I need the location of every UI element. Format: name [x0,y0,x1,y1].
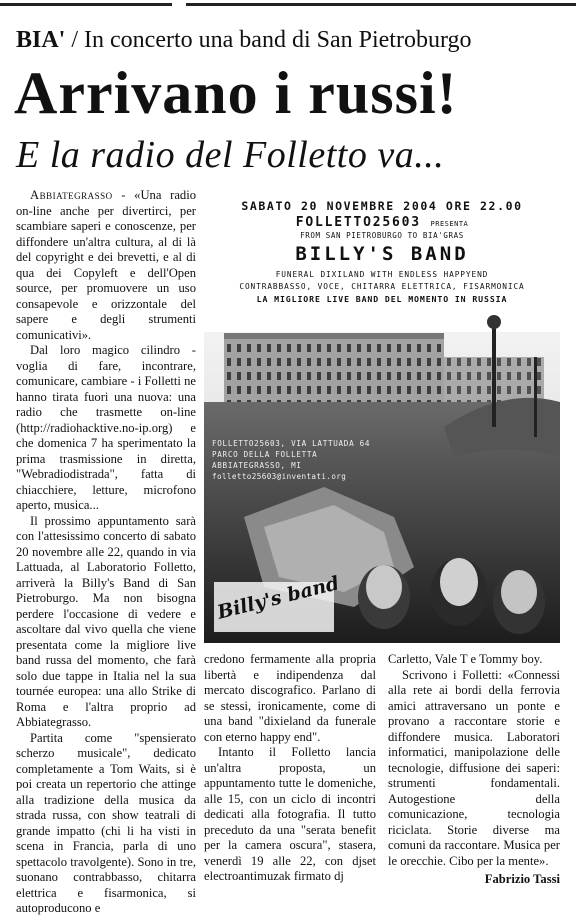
paragraph: Carletto, Vale T e Tommy boy. [388,652,543,666]
poster-venue [204,215,560,230]
poster-photo [204,187,560,643]
poster-desc-1: FUNERAL DIXILAND WITH ENDLESS HAPPYEND [275,270,489,279]
top-rule-right [186,3,576,6]
subhead: E la radio del Folletto va... [16,134,445,176]
poster-address-3: ABBIATEGRASSO, MI [212,461,302,470]
poster-from-line: FROM SAN PIETROBURGO TO BIA'GRAS [300,231,464,240]
poster-address-2: PARCO DELLA FOLLETTA [212,450,318,459]
poster-presenta: PRESENTA [430,220,469,228]
poster-date: SABATO 20 NOVEMBRE 2004 ORE 22.00 [241,199,523,213]
kicker-location: BIA' [16,27,66,53]
headline: Arrivano i russi! [14,60,458,126]
paragraph: Dal loro magico cilindro - voglia di fare, incontrare, comunicare, cambiare - i Folletti ne hanno tirata fuori una nuova: una radio che trasmette on-line (http://radiohacktive.no-ip.org) e che domenica 7 ha sperimentato la prima trasmissione in diretta, "Webradiodistrada", fatta di chiacchiere, letture, microfono aperto, musica... [16,343,196,512]
column-1 [16,188,196,917]
dateline: Abbiategrasso [30,188,113,202]
kicker-text: / In concerto una band di San Pietroburgo [65,27,472,53]
billys-band-logo: Billy's band [215,572,342,624]
paragraph: Partita come "spensierato scherzo musicale", dedicato completamente a Tom Waits, si è poi creata un repertorio che attinge alla tradizione della musica da strada russa, con show teatrali di grande impatto (chi li ha visti in scena in Francia, parla di uno spettacolo travolgente). Sono in tre, suonano contrabbasso, chitarra elettrica e fisarmonica, si autoproducono e [16,730,196,915]
paragraph [16,188,196,343]
kicker [16,26,472,54]
column-2 [204,652,376,885]
paragraph: Il prossimo appuntamento sarà con l'attesissimo concerto di sabato 20 novembre alle 22, quando in via Lattuada, al Laboratorio Folletto, arriverà la Billy's Band di San Pietroburgo. Ma non bisogna perdere l'occasione di vedere e ascoltare dal vivo quella che viene presentata come la migliore live band russa del momento, che farà solo due tappe in Italia nel la sua tournée europea: una allo Strike di Roma e l'altra proprio ad Abbiategrasso. [16,513,196,729]
paragraph: Scrivono i Folletti: «Connessi alla rete ai bordi della ferrovia amici attraversano un ponte e provano a raccontare storie e diffondere musica. Laboratori informatici, manipolazione delle tecnologie, diffusione dei saperi: strumenti fondamentali. Autogestione della comunicazione, tecnologia riciclata. Storie diverse ma comuni da raccontare. Musica per le orecchie. Cibo per la mente». [388,667,560,868]
poster-desc-2: CONTRABBASSO, VOCE, CHITARRA ELETTRICA, FISARMONICA [239,282,525,291]
paragraph: Intanto il Folletto lancia un'altra proposta, un appuntamento tutte le domeniche, alle 15, con un ciclo di incontri dedicati alla fotografia. Il tutto preceduto da una "serata benefit per la camera oscura", stasera, venerdì 19 alle 22, con djset electroantimuzak firmato dj [204,745,376,883]
paragraph: credono fermamente alla propria libertà e indipendenza dal mercato discografico. Parlano di se stessi, ironicamente, come di una band "dixieland da funerale con eterno happy end". [204,652,376,744]
top-rule-left [0,3,172,6]
poster-venue-name: FOLLETTO25603 [295,215,421,230]
poster-tagline: LA MIGLIORE LIVE BAND DEL MOMENTO IN RUSSIA [256,294,508,304]
poster-email: folletto25603@inventati.org [212,472,347,481]
poster-address-1: FOLLETTO25603, VIA LATTUADA 64 [212,439,371,448]
poster-band-name: BILLY'S BAND [295,243,469,265]
column-3 [388,652,560,888]
byline: Fabrizio Tassi [484,872,560,886]
paragraph-text: - «Una radio on-line anche per divertirci, per scambiare saperi e conoscenze, per diffondere un'altra cultura, al di là del copyright e dei brevetti, e al di qua dei Copyleft e dell'Open source, per promuovere un uso consapevole e orizzontale del sapere e degli strumenti comunicativi». [16,188,196,342]
